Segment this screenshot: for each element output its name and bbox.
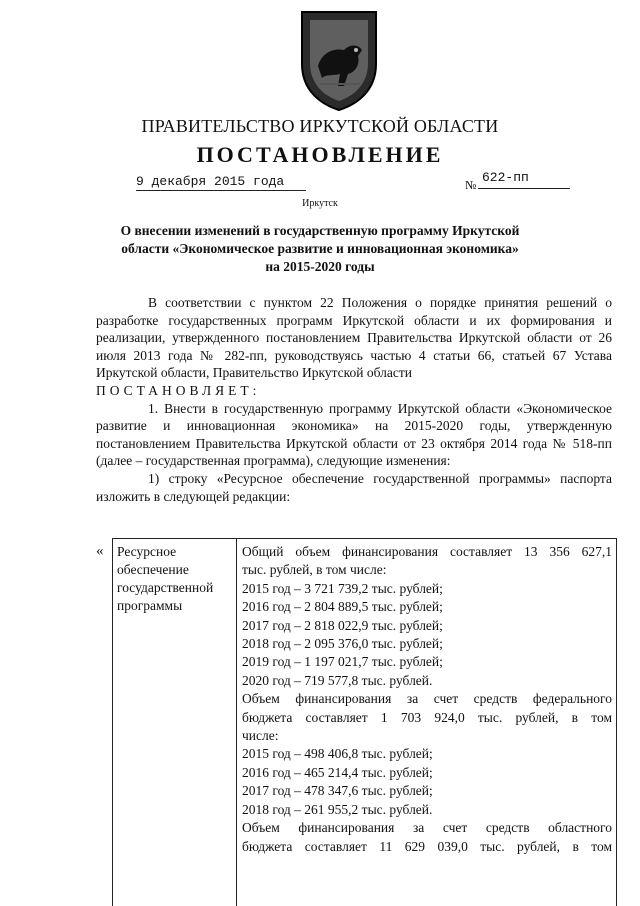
number-sign: № [465, 178, 477, 192]
year-line: 2019 год – 1 197 021,7 тыс. рублей; [242, 654, 443, 670]
federal-funding-line: Объем финансирования за счет средств федерального [242, 691, 612, 707]
document-body [96, 294, 612, 505]
city-name: Иркутск [302, 198, 338, 209]
government-title: ПРАВИТЕЛЬСТВО ИРКУТСКОЙ ОБЛАСТИ [141, 116, 499, 136]
opening-quote: « [96, 543, 104, 559]
year-line: 2017 год – 2 818 022,9 тыс. рублей; [242, 617, 443, 633]
document-number: 622-пп [482, 170, 529, 185]
passport-table [112, 538, 617, 906]
year-line: 2015 год – 498 406,8 тыс. рублей; [242, 746, 433, 762]
document-subject [120, 222, 520, 276]
total-funding-line: тыс. рублей, в том числе: [242, 562, 387, 578]
regional-funding-line: Объем финансирования за счет средств областного [242, 820, 612, 836]
year-line: 2017 год – 478 347,6 тыс. рублей; [242, 783, 433, 799]
year-line: 2018 год – 2 095 376,0 тыс. рублей; [242, 636, 443, 652]
subject-line: области «Экономическое развитие и инновационная экономика» [121, 241, 519, 256]
subject-line: О внесении изменений в государственную программу Иркутской [120, 223, 520, 238]
row-label-cell: Ресурсное обеспечение государственной программы [113, 539, 237, 906]
federal-funding-line: бюджета составляет 1 703 924,0 тыс. рублей, в том [242, 709, 612, 725]
subject-line: на 2015-2020 годы [265, 259, 375, 274]
document-date: 9 декабря 2015 года [136, 174, 285, 189]
total-funding-line: Общий объем финансирования составляет 13 356 627,1 [242, 544, 612, 559]
year-line: 2016 год – 2 804 889,5 тыс. рублей; [242, 599, 443, 615]
coat-of-arms-emblem [298, 8, 380, 112]
year-line: 2018 год – 261 955,2 тыс. рублей. [242, 801, 433, 817]
document-type-heading: ПОСТАНОВЛЕНИЕ [196, 142, 444, 167]
resolves-word: ПОСТАНОВЛЯЕТ: [96, 382, 261, 398]
item-1-paragraph: 1. Внести в государственную программу Иркутской области «Экономическое развитие и инновационная экономика» на 2015-2020 годы, утвержденную постановлением Правительства Иркутской области от 23 октября 2014 года № 518-пп (далее – государственная программа), следующие изменения: [96, 400, 612, 469]
row-value-cell [238, 539, 616, 906]
year-line: 2020 год – 719 577,8 тыс. рублей. [242, 672, 433, 688]
year-line: 2015 год – 3 721 739,2 тыс. рублей; [242, 580, 443, 596]
number-underline [478, 188, 570, 189]
year-line: 2016 год – 465 214,4 тыс. рублей; [242, 764, 433, 780]
date-underline [136, 190, 306, 191]
preamble-paragraph: В соответствии с пунктом 22 Положения о порядке принятия решений о разработке государственных программ Иркутской области и их формирования и реализации, утвержденного постановлением Правительства Иркутской области от 26 июля 2013 года № 282-пп, руководствуясь частью 4 статьи 66, статьей 67 Устава Иркутской области, Правительство Иркутской области [96, 295, 612, 381]
item-1-1-paragraph: 1) строку «Ресурсное обеспечение государственной программы» паспорта изложить в следующей редакции: [96, 470, 612, 504]
regional-funding-line: бюджета составляет 11 629 039,0 тыс. рублей, в том [242, 838, 612, 854]
federal-funding-line: числе: [242, 728, 279, 744]
